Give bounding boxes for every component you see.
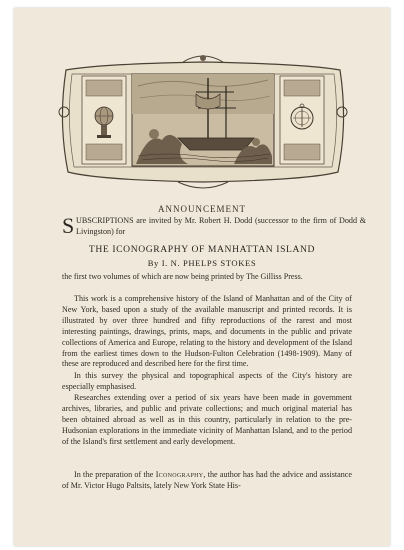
- paragraph-1: This work is a comprehensive history of the Island of Manhattan and of the City of New York, based upon a study of the available manuscript and printed records. It is illustrated by over three hundred and fifty reproductions of the rarest and most interesting paintings, drawings, prints, maps, and documents in the public and private collections of America and Europe, relating to the history and development of the Island from the earliest times down to the Hudson-Fulton Celebration (1498-1909). Many of these are reproduced and described here for the first time.: [62, 294, 352, 369]
- intro-continuation: the first two volumes of which are now being printed by The Gilliss Press.: [62, 272, 303, 281]
- document-page: [14, 8, 390, 546]
- intro-paragraph: [62, 213, 366, 238]
- ornamental-header-illustration: [58, 52, 348, 192]
- announcement-heading: ANNOUNCEMENT: [158, 204, 246, 214]
- intro-text: UBSCRIPTIONS are invited by Mr. Robert H. Dodd (successor to the firm of Dodd & Livingston) for: [76, 216, 366, 236]
- paragraph-2: In this survey the physical and topographical aspects of the City's history are especially emphasised.: [62, 371, 352, 391]
- paragraph-3: Researches extending over a period of six years have been made in government archives, libraries, and public and private collections; and much original material has been obtained abroad as well as in this country, particularly in relation to the pre-Hudsonian explorations in the immediate vicinity of Manhattan Island, and to the period of the Island's first settlement and early development.: [62, 393, 352, 446]
- paragraph-4-rest: , the author has had the advice and assistance of Mr. Victor Hugo Paltsits, lately New York State His-: [62, 470, 352, 490]
- drop-cap: S: [62, 213, 75, 238]
- book-title: THE ICONOGRAPHY OF MANHATTAN ISLAND: [88, 244, 316, 255]
- paragraph-4-smallcaps: Iconography: [155, 470, 204, 479]
- paragraph-4: [62, 470, 352, 492]
- author-byline: By I. N. PHELPS STOKES: [147, 258, 257, 268]
- paragraph-4-lead: In the preparation of the: [74, 470, 156, 479]
